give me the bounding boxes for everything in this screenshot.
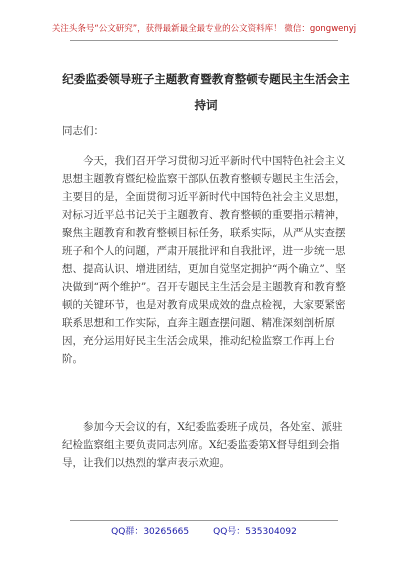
paragraph-1: 今天，我们召开学习贯彻习近平新时代中国特色社会主义思想主题教育暨纪检监察干部队伍教育整顿专题民主生活会，主要目的是，全面贯彻习近平新时代中国特色社会主义思想，对标习近平总书记关于主题教育、教育整顿的重要指示精神，聚焦主题教育和教育整顿目标任务，联系实际，从严从实查摆班子和个人的问题，严肃开展批评和自我批评，进一步统一思想、提高认识、增进团结，更加自觉坚定拥护“两个确立”、坚决做到“两个维护”。召开专题民主生活会是主题教育和教育整顿的关键环节，也是对教育成果成效的盘点检视，大家要紧密联系思想和工作实际，直奔主题查摆问题、精准深刻剖析原因，充分运用好民主生活会成果，推动纪检监察工作再上台阶。 <box>62 155 346 365</box>
page-header: 关注头条号“公文研究”，获得最新最全最专业的公文资料库！ 微信：gongwenyj <box>51 24 357 34</box>
footer-qq-group: QQ群：30265665 <box>111 527 190 537</box>
salutation: 同志们： <box>62 125 104 137</box>
paragraph-2: 参加今天会议的有，X纪委监委班子成员，各处室、派驻纪检监察组主要负责同志列席。X纪委监委第X督导组到会指导，让我们以热烈的掌声表示欢迎。 <box>62 421 343 469</box>
document-body <box>62 122 352 472</box>
footer-divider <box>70 520 338 521</box>
document-title: 纪委监委领导班子主题教育暨教育整顿专题民主生活会主持词 <box>62 72 350 112</box>
page-footer <box>0 524 408 537</box>
header-divider <box>70 40 338 41</box>
footer-qq-number: QQ号：535304092 <box>213 527 297 537</box>
